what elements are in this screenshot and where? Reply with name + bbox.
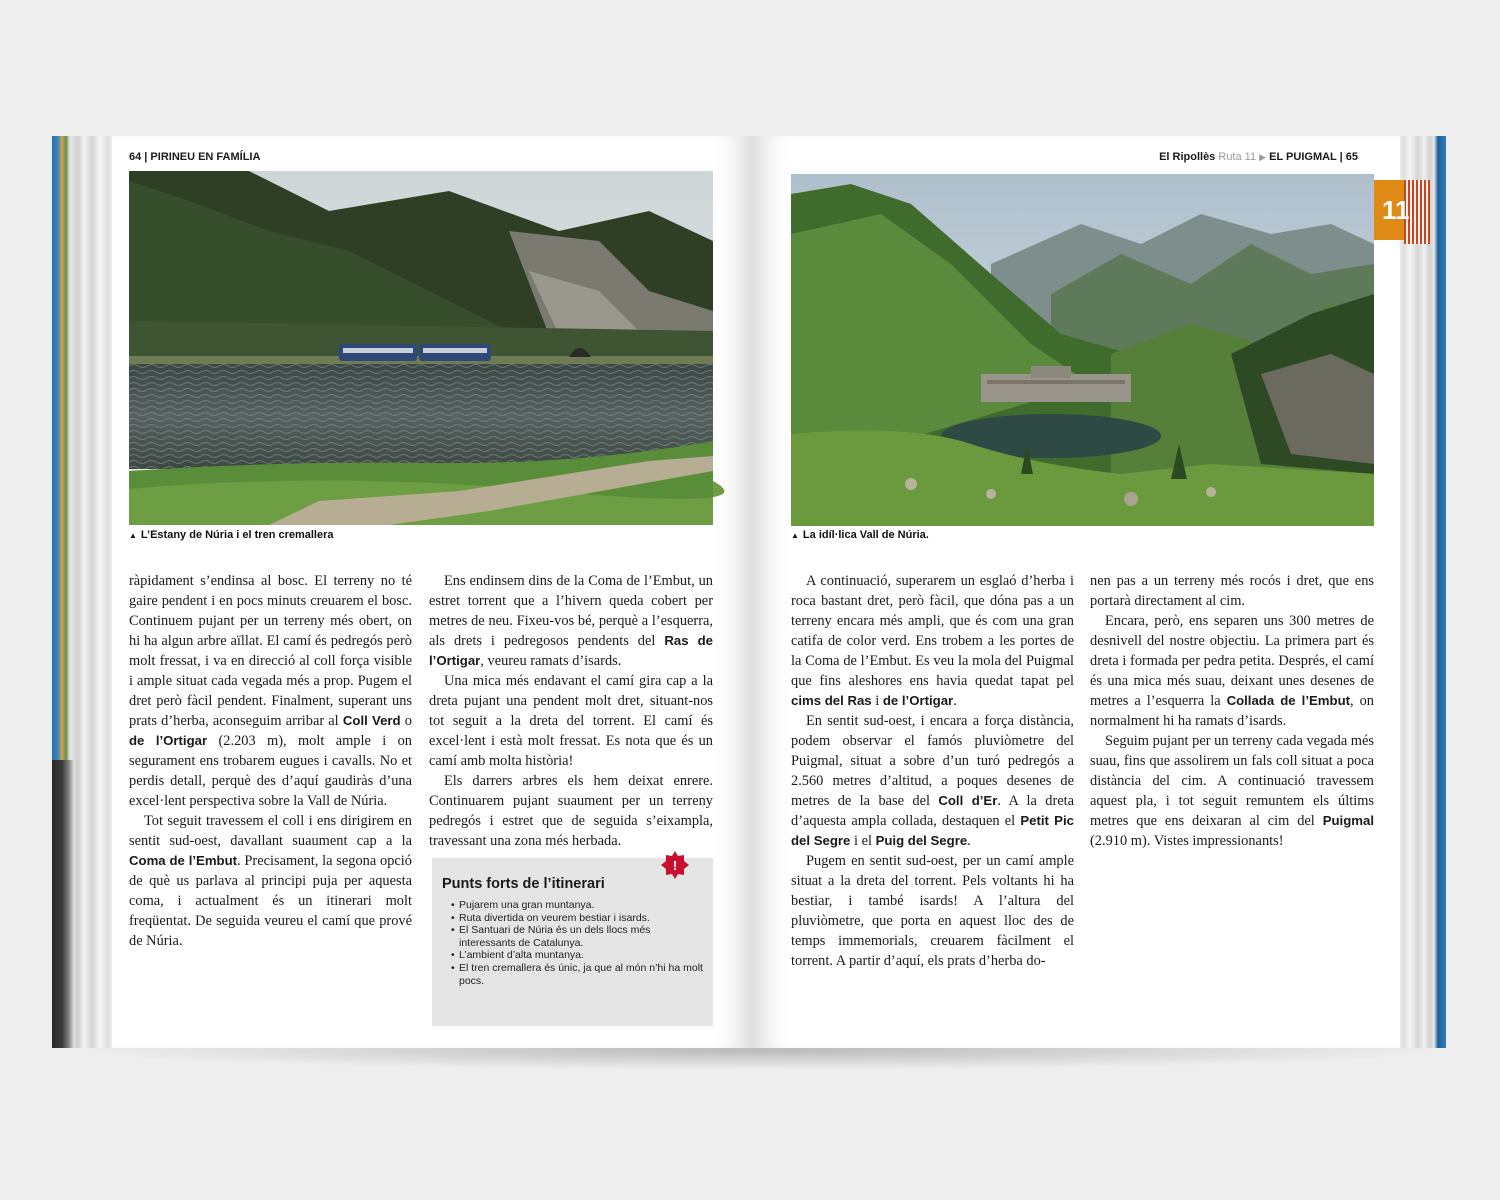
paragraph: Encara, però, ens separen uns 300 metres de desnivell del nostre objectiu. La primera part és dreta i formada per pedra petita. Després, el camí és una mica més suau, deixant unes desenes de metres a l’esquerra la Collada de l’Embut, on normalment hi ha ramats d’isards. xyxy=(1090,613,1374,729)
right-running-head xyxy=(1159,151,1358,163)
triangle-up-icon: ▲ xyxy=(129,531,137,540)
photo-lake-train xyxy=(129,171,713,525)
highlights-box xyxy=(432,858,713,1026)
paragraph: nen pas a un terreny més rocós i dret, que ens portarà directament al cim. xyxy=(1090,573,1374,609)
paragraph: Una mica més endavant el camí gira cap a la dreta pujant una pendent molt dret, situant-nos tot seguit a la dreta del torrent. El camí és excel·lent i està molt fressat. Es nota que és un camí amb molta història! xyxy=(429,673,713,769)
text-column-3 xyxy=(791,571,1074,971)
arrow-right-icon: ▶ xyxy=(1259,152,1267,162)
list-item: • Ruta divertida on veurem bestiar i isards. xyxy=(451,912,703,925)
region-name: El Ripollès xyxy=(1159,151,1216,163)
text-column-4 xyxy=(1090,571,1374,851)
route-number-tab: 11 xyxy=(1374,180,1404,240)
route-number: Ruta 11 xyxy=(1218,151,1257,163)
photo-nuria-valley xyxy=(791,174,1374,526)
paragraph: En sentit sud-oest, i encara a força distància, podem observar el famós pluviòmetre del Puigmal, situat a sobre d’un turó pedregós a 2.560 metres d’altitud, a poques desenes de metres de la base del Coll d’Er. A la dreta d’aquesta ampla collada, destaquen el Petit Pic del Segre i el Puig del Segre. xyxy=(791,713,1075,849)
paragraph: Seguim pujant per un terreny cada vegada més suau, fins que assolirem un fals coll situat a poca distància del cim. A continuació travessem aquest pla, i tot seguit remuntem els últims metres que ens deixaran al cim del Puigmal (2.910 m). Vistes impressionants! xyxy=(1090,733,1374,849)
alert-badge-icon xyxy=(661,851,689,879)
route-title: EL PUIGMAL | 65 xyxy=(1269,151,1358,163)
paragraph: Pugem en sentit sud-oest, per un camí ample situat a la dreta del torrent. Pels voltants hi ha bestiar, i també isards! A l’altura del pluviòmetre, que porta en aquest lloc des de temps immemorials, creuarem fàcilment el torrent. A partir d’aquí, els prats d’herba do- xyxy=(791,853,1074,969)
paragraph: Tot seguit travessem el coll i ens dirigirem en sentit sud-oest, davallant suaument cap a la Coma de l’Embut. Precisament, la segona opció de què us parlava al principi puja per aquesta coma, i actualment és un itinerari molt freqüentat. De seguida veureu el camí que prové de Núria. xyxy=(129,813,412,949)
svg-text:!: ! xyxy=(672,858,678,873)
paragraph: Ens endinsem dins de la Coma de l’Embut, un estret torrent que a l’hivern queda cobert per metres de neu. Fixeu-vos bé, perquè a l’esquerra, als drets i pedregosos pendents del Ras de l’Ortigar, veureu ramats d’isards. xyxy=(429,573,713,669)
paragraph: Els darrers arbres els hem deixat enrere. Continuarem pujant suaument per un terreny pedregós i estret que de seguida s’eixampla, travessant una zona més herbada. xyxy=(429,773,713,849)
text-column-1 xyxy=(129,571,412,951)
photo-caption-right: ▲ La idíl·lica Vall de Núria. xyxy=(791,529,929,541)
list-item: • El tren cremallera és únic, ja que al món n’hi ha molt pocs. xyxy=(451,962,703,987)
triangle-up-icon: ▲ xyxy=(791,531,799,540)
left-running-head: 64 | PIRINEU EN FAMÍLIA xyxy=(129,151,261,163)
left-cover-edge xyxy=(52,760,74,1048)
right-page-edges xyxy=(1396,136,1446,1048)
text-column-2 xyxy=(429,571,713,851)
paragraph: ràpidament s’endinsa al bosc. El terreny no té gaire pendent i en pocs minuts creuarem el bosc. Continuem pujant per un terreny més obert, on hi ha algun arbre aïllat. El camí és pedregós però molt fressat, i va en direcció al coll força visible i ample situat cada vegada més a prop. Pugem el dret però fàcil pendent. Finalment, superant uns prats d’herba, aconseguim arribar al Coll Verd o de l’Ortigar (2.203 m), molt ample i on segurament ens trobarem eugues i cavalls. No et perdis detall, perquè des d’aquí gaudiràs d’una excel·lent perspectiva sobre la Vall de Núria. xyxy=(129,573,412,809)
paragraph: A continuació, superarem un esglaó d’herba i roca bastant dret, però fàcil, que dóna pas a un terreny encara més ampli, que és com una gran catifa de color verd. Ens trobem a les portes de la Coma de l’Embut. Es veu la mola del Puigmal que fins aleshores ens havia quedat tapat pel cims del Ras i de l’Ortigar. xyxy=(791,573,1074,709)
photo-caption-left: ▲ L’Estany de Núria i el tren cremallera xyxy=(129,529,334,541)
highlights-list xyxy=(442,899,703,987)
list-item: • L’ambient d’alta muntanya. xyxy=(451,949,703,962)
highlights-title: Punts forts de l’itinerari xyxy=(442,876,605,892)
list-item: • Pujarem una gran muntanya. xyxy=(451,899,703,912)
list-item: • El Santuari de Núria és un dels llocs més interessants de Catalunya. xyxy=(451,924,703,949)
